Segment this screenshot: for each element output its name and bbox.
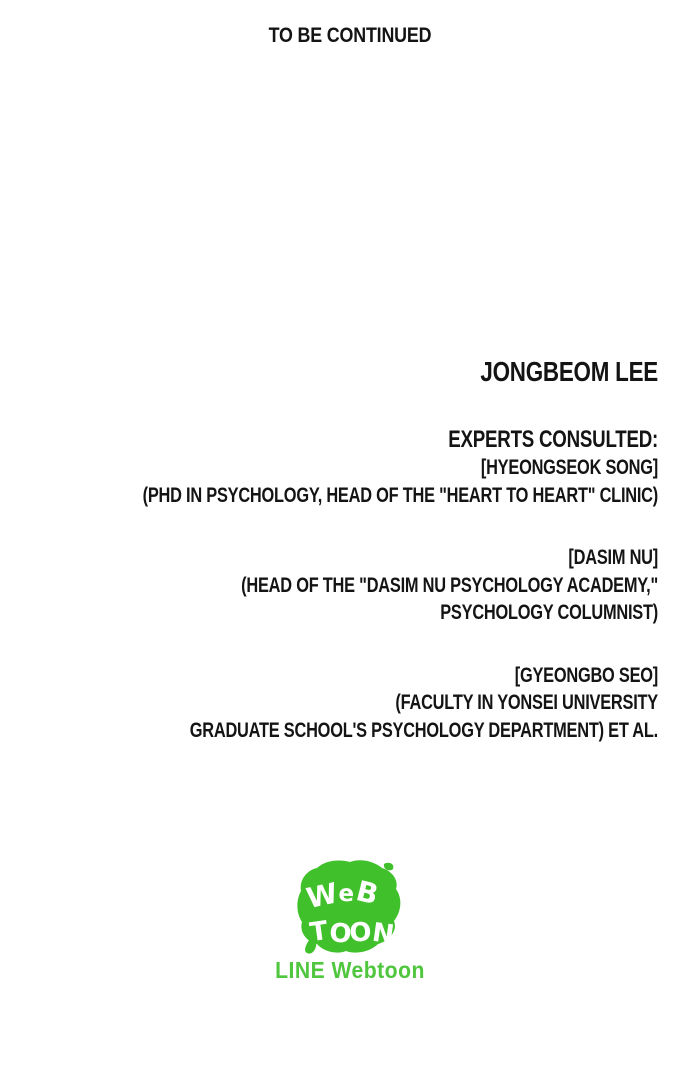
- logo-letter: B: [352, 874, 382, 912]
- logo-letter: O: [348, 917, 373, 949]
- expert-name: [DASIM NU]: [568, 546, 658, 569]
- logo-letter: O: [328, 918, 353, 950]
- author-name: JONGBEOM LEE: [480, 356, 658, 387]
- logo-letter: N: [370, 917, 396, 951]
- expert-description: (PHD IN PSYCHOLOGY, HEAD OF THE "HEART TO HEART" CLINIC): [142, 483, 658, 507]
- webtoon-logo: [294, 857, 406, 959]
- expert-name: [HYEONGSEOK SONG]: [480, 456, 658, 479]
- group-spacer: [0, 509, 658, 544]
- logo-letter: W: [303, 876, 341, 916]
- expert-name: [GYEONGBO SEO]: [514, 663, 658, 687]
- experts-consulted-heading: EXPERTS CONSULTED:: [448, 426, 658, 453]
- expert-description: GRADUATE SCHOOL'S PSYCHOLOGY DEPARTMENT) ET AL.: [189, 718, 658, 742]
- to-be-continued-text: TO BE CONTINUED: [268, 24, 432, 47]
- credits-block: [0, 355, 658, 744]
- group-spacer: [0, 627, 658, 662]
- logo-letter: T: [308, 915, 330, 949]
- line-webtoon-wordmark: LINE Webtoon: [275, 957, 425, 983]
- expert-description: PSYCHOLOGY COLUMNIST): [440, 601, 658, 624]
- expert-description: (HEAD OF THE "DASIM NU PSYCHOLOGY ACADEMY,": [241, 573, 658, 597]
- logo-letter: e: [337, 880, 355, 908]
- expert-description: (FACULTY IN YONSEI UNIVERSITY: [395, 691, 658, 714]
- webtoon-logo-blob-icon: [294, 857, 406, 959]
